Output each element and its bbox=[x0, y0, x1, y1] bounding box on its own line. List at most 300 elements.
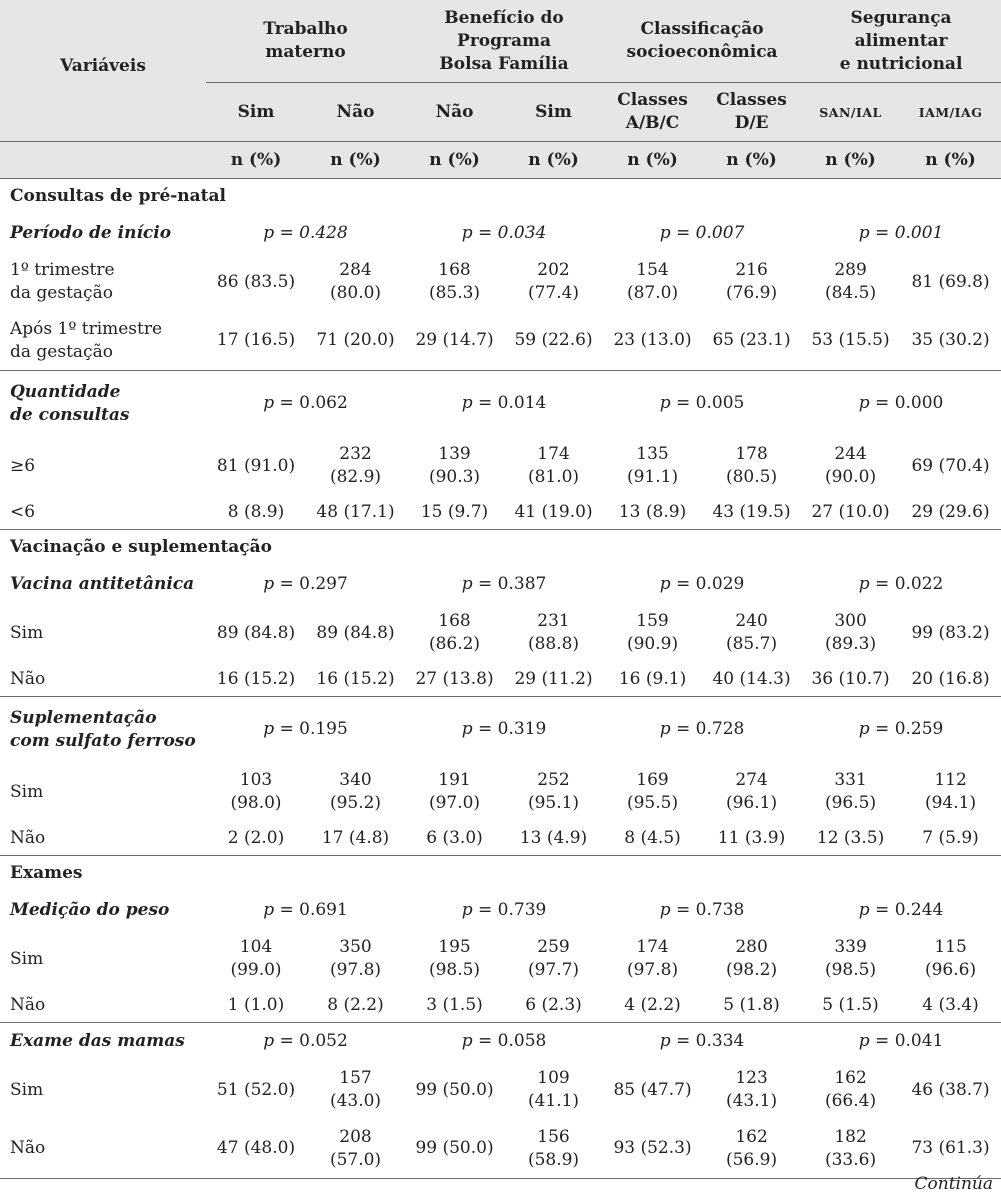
table-cell bbox=[206, 663, 306, 697]
table-row bbox=[0, 1061, 1001, 1120]
text-line: 85 (47.7) bbox=[613, 1079, 692, 1100]
text-line: 8 (2.2) bbox=[327, 994, 384, 1015]
table-cell bbox=[206, 604, 306, 663]
text-line: (80.5) bbox=[725, 467, 778, 487]
text-line: (56.9) bbox=[725, 1149, 778, 1170]
table-cell bbox=[702, 604, 801, 663]
section-title: Consultas de pré-natal bbox=[10, 186, 227, 207]
text-line: 81 (69.8) bbox=[911, 271, 990, 292]
sub-header-san-ial: SAN/IAL bbox=[801, 83, 900, 142]
unit-header: n (%) bbox=[801, 142, 900, 179]
text-line: 46 (38.7) bbox=[911, 1079, 990, 1100]
text-line: 16 (15.2) bbox=[316, 668, 395, 689]
table-cell bbox=[702, 1061, 801, 1120]
sub-header-classes-de: Classes D/E bbox=[702, 83, 801, 142]
text-line: 20 (16.8) bbox=[911, 668, 990, 689]
p-equals: = bbox=[472, 574, 498, 594]
sub-header-iam-iag: IAM/IAG bbox=[900, 83, 1001, 142]
text-line: 99 (83.2) bbox=[911, 622, 990, 643]
text-line: (87.0) bbox=[626, 283, 679, 303]
p-value bbox=[206, 1023, 405, 1061]
text-line: 65 (23.1) bbox=[712, 330, 791, 351]
table-cell bbox=[702, 822, 801, 856]
p-equals: = bbox=[472, 1031, 498, 1052]
subheading-row bbox=[0, 371, 1001, 437]
text-line: Vacina antitetânica bbox=[10, 574, 195, 594]
table-cell bbox=[206, 437, 306, 496]
p-letter: p bbox=[858, 393, 870, 414]
text-line: 240 bbox=[735, 611, 768, 631]
table-cell bbox=[405, 1061, 504, 1120]
section-title: Vacinação e suplementação bbox=[0, 530, 1001, 566]
text-line: 17 (16.5) bbox=[216, 330, 296, 351]
text-line: (41.1) bbox=[527, 1091, 580, 1111]
subheading-label bbox=[0, 1023, 206, 1061]
table-cell bbox=[900, 253, 1001, 312]
text-line: 174 bbox=[636, 937, 669, 957]
table-row bbox=[0, 604, 1001, 663]
table-cell bbox=[900, 930, 1001, 989]
p-equals: = bbox=[670, 393, 696, 414]
text-line: (85.3) bbox=[428, 283, 481, 303]
text-line: 300 bbox=[834, 611, 867, 631]
p-value bbox=[801, 566, 1001, 604]
section-row bbox=[0, 530, 1001, 566]
text-line: 154 bbox=[636, 260, 669, 280]
p-letter: p bbox=[659, 393, 671, 414]
table-cell bbox=[603, 1061, 702, 1120]
p-value bbox=[206, 215, 405, 253]
text-line: 162 bbox=[735, 1126, 768, 1147]
text-line: 99 (50.0) bbox=[415, 1079, 494, 1100]
table-cell bbox=[603, 312, 702, 371]
table-row bbox=[0, 437, 1001, 496]
text-line: 1 (1.0) bbox=[227, 994, 285, 1015]
section-row bbox=[0, 856, 1001, 892]
text-line: (96.6) bbox=[924, 960, 977, 980]
unit-header: n (%) bbox=[702, 142, 801, 179]
p-equals: = bbox=[274, 719, 300, 740]
text-line: da gestação bbox=[10, 341, 113, 362]
table-cell bbox=[900, 437, 1001, 496]
table-cell bbox=[405, 663, 504, 697]
p-number: 0.000 bbox=[894, 393, 944, 414]
table-cell bbox=[504, 604, 603, 663]
text-line: Sim bbox=[10, 1079, 44, 1100]
table-body bbox=[0, 179, 1001, 1179]
text-line: 182 bbox=[834, 1126, 867, 1147]
text-line: 115 bbox=[934, 937, 967, 957]
text-line: 274 bbox=[735, 770, 768, 790]
p-equals: = bbox=[472, 900, 498, 920]
table-cell bbox=[801, 663, 900, 697]
p-value bbox=[603, 566, 801, 604]
p-number: 0.387 bbox=[497, 574, 547, 594]
p-number: 0.739 bbox=[497, 900, 547, 920]
p-value bbox=[405, 892, 603, 930]
p-letter: p bbox=[858, 719, 870, 740]
text-line: (98.5) bbox=[428, 960, 481, 980]
table-cell bbox=[900, 312, 1001, 371]
p-letter: p bbox=[461, 1031, 473, 1052]
row-label bbox=[0, 930, 206, 989]
table-cell bbox=[306, 989, 405, 1023]
p-value bbox=[405, 215, 603, 253]
text-line: 29 (14.7) bbox=[415, 330, 494, 351]
p-letter: p bbox=[461, 900, 473, 920]
text-line: (95.2) bbox=[329, 793, 382, 813]
text-line: (97.8) bbox=[626, 960, 679, 980]
p-value bbox=[801, 892, 1001, 930]
p-value bbox=[405, 697, 603, 763]
p-equals: = bbox=[869, 1031, 895, 1052]
text-line: 178 bbox=[735, 444, 768, 464]
table-header bbox=[0, 0, 1001, 179]
text-line: 231 bbox=[537, 611, 570, 631]
text-line: 47 (48.0) bbox=[216, 1138, 296, 1159]
p-value bbox=[405, 566, 603, 604]
p-number: 0.259 bbox=[894, 719, 944, 740]
text-line: 195 bbox=[438, 937, 471, 957]
table-cell bbox=[405, 930, 504, 989]
unit-header: n (%) bbox=[306, 142, 405, 179]
table-cell bbox=[603, 253, 702, 312]
text-line: 13 (8.9) bbox=[618, 501, 687, 522]
table-row bbox=[0, 763, 1001, 822]
subheading-label bbox=[0, 215, 206, 253]
text-line: (84.5) bbox=[824, 283, 877, 303]
p-number: 0.428 bbox=[299, 223, 348, 243]
p-letter: p bbox=[659, 900, 671, 920]
text-line: (90.0) bbox=[824, 467, 877, 487]
subheading-row bbox=[0, 697, 1001, 763]
row-label bbox=[0, 1061, 206, 1120]
table-row bbox=[0, 663, 1001, 697]
table-cell bbox=[801, 604, 900, 663]
text-line: 156 bbox=[537, 1126, 570, 1147]
text-line: 244 bbox=[834, 444, 867, 464]
p-equals: = bbox=[869, 719, 895, 740]
text-line: 48 (17.1) bbox=[316, 501, 395, 522]
p-equals: = bbox=[274, 393, 300, 414]
p-letter: p bbox=[659, 574, 671, 594]
text-line: 252 bbox=[537, 770, 570, 790]
p-value bbox=[801, 1023, 1001, 1061]
table-cell bbox=[405, 822, 504, 856]
subheading-label bbox=[0, 371, 206, 437]
text-line: 36 (10.7) bbox=[811, 668, 890, 689]
text-line: (33.6) bbox=[824, 1149, 877, 1170]
p-value bbox=[603, 697, 801, 763]
text-line: 5 (1.5) bbox=[822, 994, 879, 1015]
text-line: 168 bbox=[438, 611, 471, 631]
text-line: 11 (3.9) bbox=[717, 827, 786, 848]
text-line: 71 (20.0) bbox=[316, 330, 395, 351]
table-row bbox=[0, 496, 1001, 530]
text-line: Suplementação bbox=[10, 707, 157, 728]
p-letter: p bbox=[659, 719, 671, 740]
text-line: 40 (14.3) bbox=[712, 668, 791, 689]
table-cell bbox=[603, 663, 702, 697]
row-label bbox=[0, 663, 206, 697]
text-line: (89.3) bbox=[824, 634, 877, 654]
row-label bbox=[0, 763, 206, 822]
text-line: (81.0) bbox=[527, 467, 580, 487]
text-line: 53 (15.5) bbox=[811, 330, 890, 351]
table-cell bbox=[206, 763, 306, 822]
text-line: (94.1) bbox=[924, 793, 977, 813]
text-line: Após 1º trimestre bbox=[10, 318, 163, 339]
text-line: 104 bbox=[239, 937, 273, 957]
text-line: 8 (8.9) bbox=[227, 501, 285, 522]
text-line: 109 bbox=[537, 1068, 570, 1088]
table-cell bbox=[504, 663, 603, 697]
subheading-label bbox=[0, 697, 206, 763]
table-row bbox=[0, 253, 1001, 312]
p-number: 0.052 bbox=[299, 1031, 348, 1052]
table-cell bbox=[900, 1061, 1001, 1120]
text-line: 162 bbox=[834, 1068, 867, 1088]
text-line: Não bbox=[10, 827, 46, 848]
p-number: 0.691 bbox=[299, 900, 348, 920]
table-cell bbox=[504, 312, 603, 371]
p-value bbox=[206, 697, 405, 763]
table-cell bbox=[702, 763, 801, 822]
text-line: 13 (4.9) bbox=[519, 827, 588, 848]
text-line: 259 bbox=[537, 937, 570, 957]
sub-header-pbf-sim: Sim bbox=[504, 83, 603, 142]
text-line: 59 (22.6) bbox=[514, 330, 593, 351]
p-equals: = bbox=[670, 900, 696, 920]
table-cell bbox=[702, 930, 801, 989]
table-cell bbox=[306, 930, 405, 989]
text-line: 2 (2.0) bbox=[227, 827, 285, 848]
row-label bbox=[0, 312, 206, 371]
text-line: (85.7) bbox=[725, 634, 778, 654]
p-letter: p bbox=[263, 719, 275, 740]
p-number: 0.334 bbox=[695, 1031, 745, 1052]
sub-header-pbf-nao: Não bbox=[405, 83, 504, 142]
table-cell bbox=[206, 312, 306, 371]
text-line: Período de início bbox=[10, 223, 172, 243]
subheading-label bbox=[0, 892, 206, 930]
table-cell bbox=[206, 930, 306, 989]
table-cell bbox=[504, 763, 603, 822]
table-cell bbox=[405, 437, 504, 496]
text-line: 41 (19.0) bbox=[514, 501, 593, 522]
text-line: Não bbox=[10, 994, 46, 1015]
sub-header-classes-abc: Classes A/B/C bbox=[603, 83, 702, 142]
text-line: (57.0) bbox=[329, 1149, 382, 1170]
table-cell bbox=[603, 496, 702, 530]
table-cell bbox=[900, 1120, 1001, 1179]
p-value bbox=[801, 215, 1001, 253]
table-cell bbox=[603, 604, 702, 663]
variables-header: Variáveis bbox=[0, 0, 206, 142]
p-letter: p bbox=[461, 223, 473, 243]
table-cell bbox=[801, 253, 900, 312]
p-value bbox=[801, 697, 1001, 763]
text-line: 86 (83.5) bbox=[216, 271, 296, 292]
row-label bbox=[0, 989, 206, 1023]
table-cell bbox=[801, 1061, 900, 1120]
sub-header-trabalho-sim: Sim bbox=[206, 83, 306, 142]
p-value bbox=[603, 1023, 801, 1061]
text-line: 93 (52.3) bbox=[613, 1138, 692, 1159]
table-cell bbox=[206, 822, 306, 856]
text-line: 202 bbox=[537, 260, 570, 280]
table-cell bbox=[206, 1061, 306, 1120]
subheading-row bbox=[0, 1023, 1001, 1061]
table-cell bbox=[702, 663, 801, 697]
text-line: 6 (3.0) bbox=[426, 827, 483, 848]
text-line: 139 bbox=[438, 444, 471, 464]
table-cell bbox=[504, 822, 603, 856]
table-cell bbox=[306, 496, 405, 530]
text-line: 340 bbox=[339, 770, 372, 790]
table-cell bbox=[801, 930, 900, 989]
text-line: 29 (11.2) bbox=[514, 668, 593, 689]
text-line: de consultas bbox=[10, 404, 130, 425]
p-value bbox=[405, 371, 603, 437]
row-label bbox=[0, 822, 206, 856]
table-cell bbox=[504, 989, 603, 1023]
table-cell bbox=[702, 312, 801, 371]
text-line: 5 (1.8) bbox=[723, 994, 780, 1015]
p-equals: = bbox=[472, 719, 498, 740]
p-letter: p bbox=[659, 1031, 671, 1052]
sub-header-trabalho-nao: Não bbox=[306, 83, 405, 142]
text-line: Sim bbox=[10, 948, 44, 969]
p-number: 0.034 bbox=[497, 223, 547, 243]
subheading-row bbox=[0, 215, 1001, 253]
table-row bbox=[0, 312, 1001, 371]
table-cell bbox=[306, 822, 405, 856]
text-line: 27 (13.8) bbox=[415, 668, 494, 689]
p-number: 0.022 bbox=[894, 574, 944, 594]
p-value bbox=[603, 215, 801, 253]
table-cell bbox=[306, 1061, 405, 1120]
text-line: 216 bbox=[735, 260, 768, 280]
text-line: 1º trimestre bbox=[10, 260, 115, 280]
table-cell bbox=[801, 437, 900, 496]
text-line: (98.5) bbox=[824, 960, 877, 980]
p-number: 0.728 bbox=[695, 719, 745, 740]
p-equals: = bbox=[670, 223, 696, 243]
table-cell bbox=[603, 930, 702, 989]
row-label bbox=[0, 496, 206, 530]
text-line: 27 (10.0) bbox=[811, 501, 890, 522]
p-letter: p bbox=[461, 719, 473, 740]
text-line: 135 bbox=[636, 444, 669, 464]
p-value bbox=[206, 892, 405, 930]
text-line: (91.1) bbox=[626, 467, 679, 487]
p-letter: p bbox=[263, 900, 275, 920]
table-cell bbox=[801, 496, 900, 530]
table-cell bbox=[405, 763, 504, 822]
text-line: 69 (70.4) bbox=[911, 455, 990, 476]
p-letter: p bbox=[858, 1031, 870, 1052]
p-value bbox=[603, 371, 801, 437]
p-number: 0.041 bbox=[894, 1031, 944, 1052]
text-line: 159 bbox=[636, 611, 669, 631]
p-letter: p bbox=[858, 574, 870, 594]
unit-header: n (%) bbox=[504, 142, 603, 179]
text-line: 51 (52.0) bbox=[216, 1079, 296, 1100]
table-cell bbox=[504, 437, 603, 496]
text-line: 112 bbox=[934, 770, 967, 790]
text-line: 174 bbox=[537, 444, 570, 464]
unit-header: n (%) bbox=[900, 142, 1001, 179]
table-row bbox=[0, 930, 1001, 989]
text-line: 43 (19.5) bbox=[712, 501, 791, 522]
p-value bbox=[206, 566, 405, 604]
table-cell bbox=[801, 312, 900, 371]
text-line: 123 bbox=[735, 1068, 768, 1088]
text-line: (98.0) bbox=[230, 793, 282, 813]
text-line: 103 bbox=[239, 770, 273, 790]
text-line: 280 bbox=[735, 937, 768, 957]
table-cell bbox=[206, 1120, 306, 1179]
table-row bbox=[0, 822, 1001, 856]
table-cell bbox=[206, 989, 306, 1023]
table-cell bbox=[405, 253, 504, 312]
text-line: 17 (4.8) bbox=[321, 827, 390, 848]
table-cell bbox=[405, 604, 504, 663]
table-cell bbox=[405, 312, 504, 371]
p-value bbox=[801, 371, 1001, 437]
p-number: 0.297 bbox=[299, 574, 348, 594]
table-cell bbox=[702, 496, 801, 530]
text-line: 232 bbox=[339, 444, 372, 464]
table-row bbox=[0, 1120, 1001, 1179]
table-cell bbox=[603, 437, 702, 496]
table-cell bbox=[603, 989, 702, 1023]
continua-note: Continúa bbox=[914, 1174, 993, 1194]
text-line: 23 (13.0) bbox=[613, 330, 692, 351]
p-number: 0.005 bbox=[695, 393, 745, 414]
text-line: (95.1) bbox=[527, 793, 580, 813]
text-line: 89 (84.8) bbox=[316, 622, 395, 643]
text-line: (90.9) bbox=[626, 634, 679, 654]
text-line: (43.0) bbox=[329, 1091, 382, 1111]
table-cell bbox=[504, 1120, 603, 1179]
p-letter: p bbox=[263, 223, 275, 243]
table-cell bbox=[801, 822, 900, 856]
text-line: 289 bbox=[834, 260, 867, 280]
unit-header: n (%) bbox=[603, 142, 702, 179]
table-cell bbox=[603, 1120, 702, 1179]
subheading-row bbox=[0, 566, 1001, 604]
table-cell bbox=[702, 989, 801, 1023]
text-line: 99 (50.0) bbox=[415, 1138, 494, 1159]
table-row bbox=[0, 989, 1001, 1023]
subheading-label bbox=[0, 566, 206, 604]
text-line: 284 bbox=[339, 260, 372, 280]
text-line: (58.9) bbox=[527, 1149, 580, 1170]
text-line: 16 (15.2) bbox=[216, 668, 296, 689]
table-cell bbox=[306, 1120, 405, 1179]
text-line: 8 (4.5) bbox=[624, 827, 681, 848]
table-cell bbox=[504, 930, 603, 989]
table-cell bbox=[306, 253, 405, 312]
p-equals: = bbox=[670, 574, 696, 594]
table-cell bbox=[405, 989, 504, 1023]
p-number: 0.007 bbox=[695, 223, 745, 243]
p-equals: = bbox=[274, 223, 300, 243]
table-cell bbox=[603, 763, 702, 822]
text-line: 6 (2.3) bbox=[525, 994, 582, 1015]
